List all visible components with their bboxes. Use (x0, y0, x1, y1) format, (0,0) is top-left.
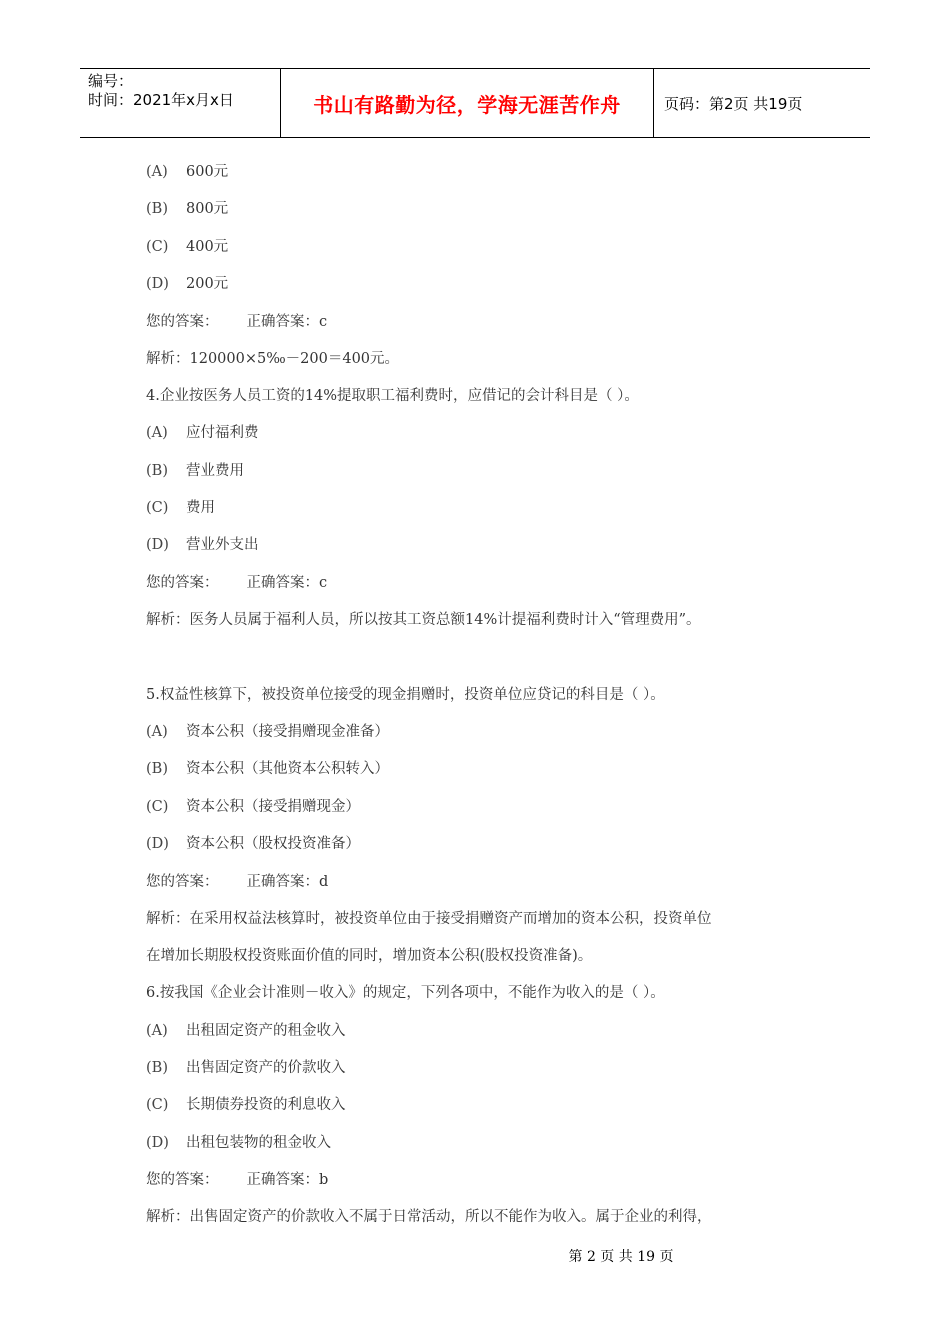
option-letter: (A) (146, 724, 168, 740)
page-header (80, 68, 870, 138)
option-letter: (C) (146, 799, 169, 815)
option-text: 出售固定资产的价款收入 (186, 1060, 346, 1076)
explanation-line: 解析：医务人员属于福利人员，所以按其工资总额14%计提福利费时计入“管理费用”。 (146, 612, 701, 628)
option-text: 资本公积（股权投资准备） (186, 836, 360, 852)
option-text: 应付福利费 (186, 425, 259, 441)
explanation-line: 在增加长期股权投资账面价值的同时，增加资本公积(股权投资准备)。 (146, 948, 593, 964)
option-line (146, 1021, 346, 1041)
header-page-number: 页码：第2页 共19页 (664, 94, 803, 113)
option-text: 400元 (186, 239, 229, 255)
option-letter: (D) (146, 276, 169, 292)
header-motto: 书山有路勤为径，学海无涯苦作舟 (281, 69, 654, 137)
option-text: 资本公积（其他资本公积转入） (186, 761, 389, 777)
option-line (146, 1058, 346, 1078)
option-line (146, 423, 259, 443)
option-text: 出租包装物的租金收入 (186, 1135, 331, 1151)
option-line (146, 162, 228, 182)
option-text: 营业费用 (186, 463, 244, 479)
answer-line (146, 573, 327, 593)
option-text: 600元 (186, 164, 229, 180)
page-footer: 第 2 页 共 19 页 (568, 1249, 674, 1265)
option-letter: (A) (146, 164, 168, 180)
explanation-line: 解析：出售固定资产的价款收入不属于日常活动，所以不能作为收入。属于企业的利得， (146, 1209, 712, 1225)
option-letter: (D) (146, 537, 169, 553)
option-letter: (D) (146, 836, 169, 852)
option-line (146, 274, 228, 294)
option-line (146, 834, 360, 854)
option-text: 200元 (186, 276, 229, 292)
option-letter: (A) (146, 1023, 168, 1039)
option-letter: (B) (146, 1060, 168, 1076)
your-answer-label: 您的答案： (146, 1172, 219, 1188)
option-line (146, 237, 228, 257)
option-line (146, 199, 228, 219)
option-text: 出租固定资产的租金收入 (186, 1023, 346, 1039)
correct-answer: 正确答案：c (246, 575, 328, 591)
option-text: 费用 (186, 500, 215, 516)
explanation-line: 解析：在采用权益法核算时，被投资单位由于接受捐赠资产而增加的资本公积，投资单位 (146, 911, 712, 927)
correct-answer: 正确答案：b (246, 1172, 329, 1188)
question-line: 4.企业按医务人员工资的14%提取职工福利费时，应借记的会计科目是（ ）。 (146, 388, 639, 404)
explanation-line: 解析：120000×5‰－200＝400元。 (146, 351, 400, 367)
option-letter: (C) (146, 1097, 169, 1113)
option-text: 800元 (186, 201, 229, 217)
question-line: 6.按我国《企业会计准则－收入》的规定，下列各项中，不能作为收入的是（ ）。 (146, 985, 665, 1001)
option-text: 长期债券投资的利息收入 (186, 1097, 346, 1113)
option-letter: (A) (146, 425, 168, 441)
option-letter: (C) (146, 500, 169, 516)
option-letter: (C) (146, 239, 169, 255)
option-text: 营业外支出 (186, 537, 259, 553)
option-line (146, 535, 259, 555)
your-answer-label: 您的答案： (146, 874, 219, 890)
option-letter: (B) (146, 463, 168, 479)
answer-line (146, 1170, 328, 1190)
option-line (146, 722, 389, 742)
option-line (146, 1095, 346, 1115)
correct-answer: 正确答案：d (246, 874, 329, 890)
your-answer-label: 您的答案： (146, 575, 219, 591)
option-letter: (B) (146, 201, 168, 217)
option-text: 资本公积（接受捐赠现金） (186, 799, 360, 815)
document-time-label: 时间：2021年x月x日 (88, 91, 234, 109)
document-number-label: 编号： (88, 72, 134, 90)
option-line (146, 1133, 331, 1153)
option-line (146, 797, 360, 817)
question-line: 5.权益性核算下，被投资单位接受的现金捐赠时，投资单位应贷记的科目是（ ）。 (146, 687, 665, 703)
option-line (146, 759, 389, 779)
correct-answer: 正确答案：c (246, 314, 328, 330)
header-meta (80, 69, 281, 137)
option-line (146, 498, 215, 518)
your-answer-label: 您的答案： (146, 314, 219, 330)
option-line (146, 461, 244, 481)
option-letter: (D) (146, 1135, 169, 1151)
option-letter: (B) (146, 761, 168, 777)
answer-line (146, 312, 327, 332)
option-text: 资本公积（接受捐赠现金准备） (186, 724, 389, 740)
answer-line (146, 872, 328, 892)
